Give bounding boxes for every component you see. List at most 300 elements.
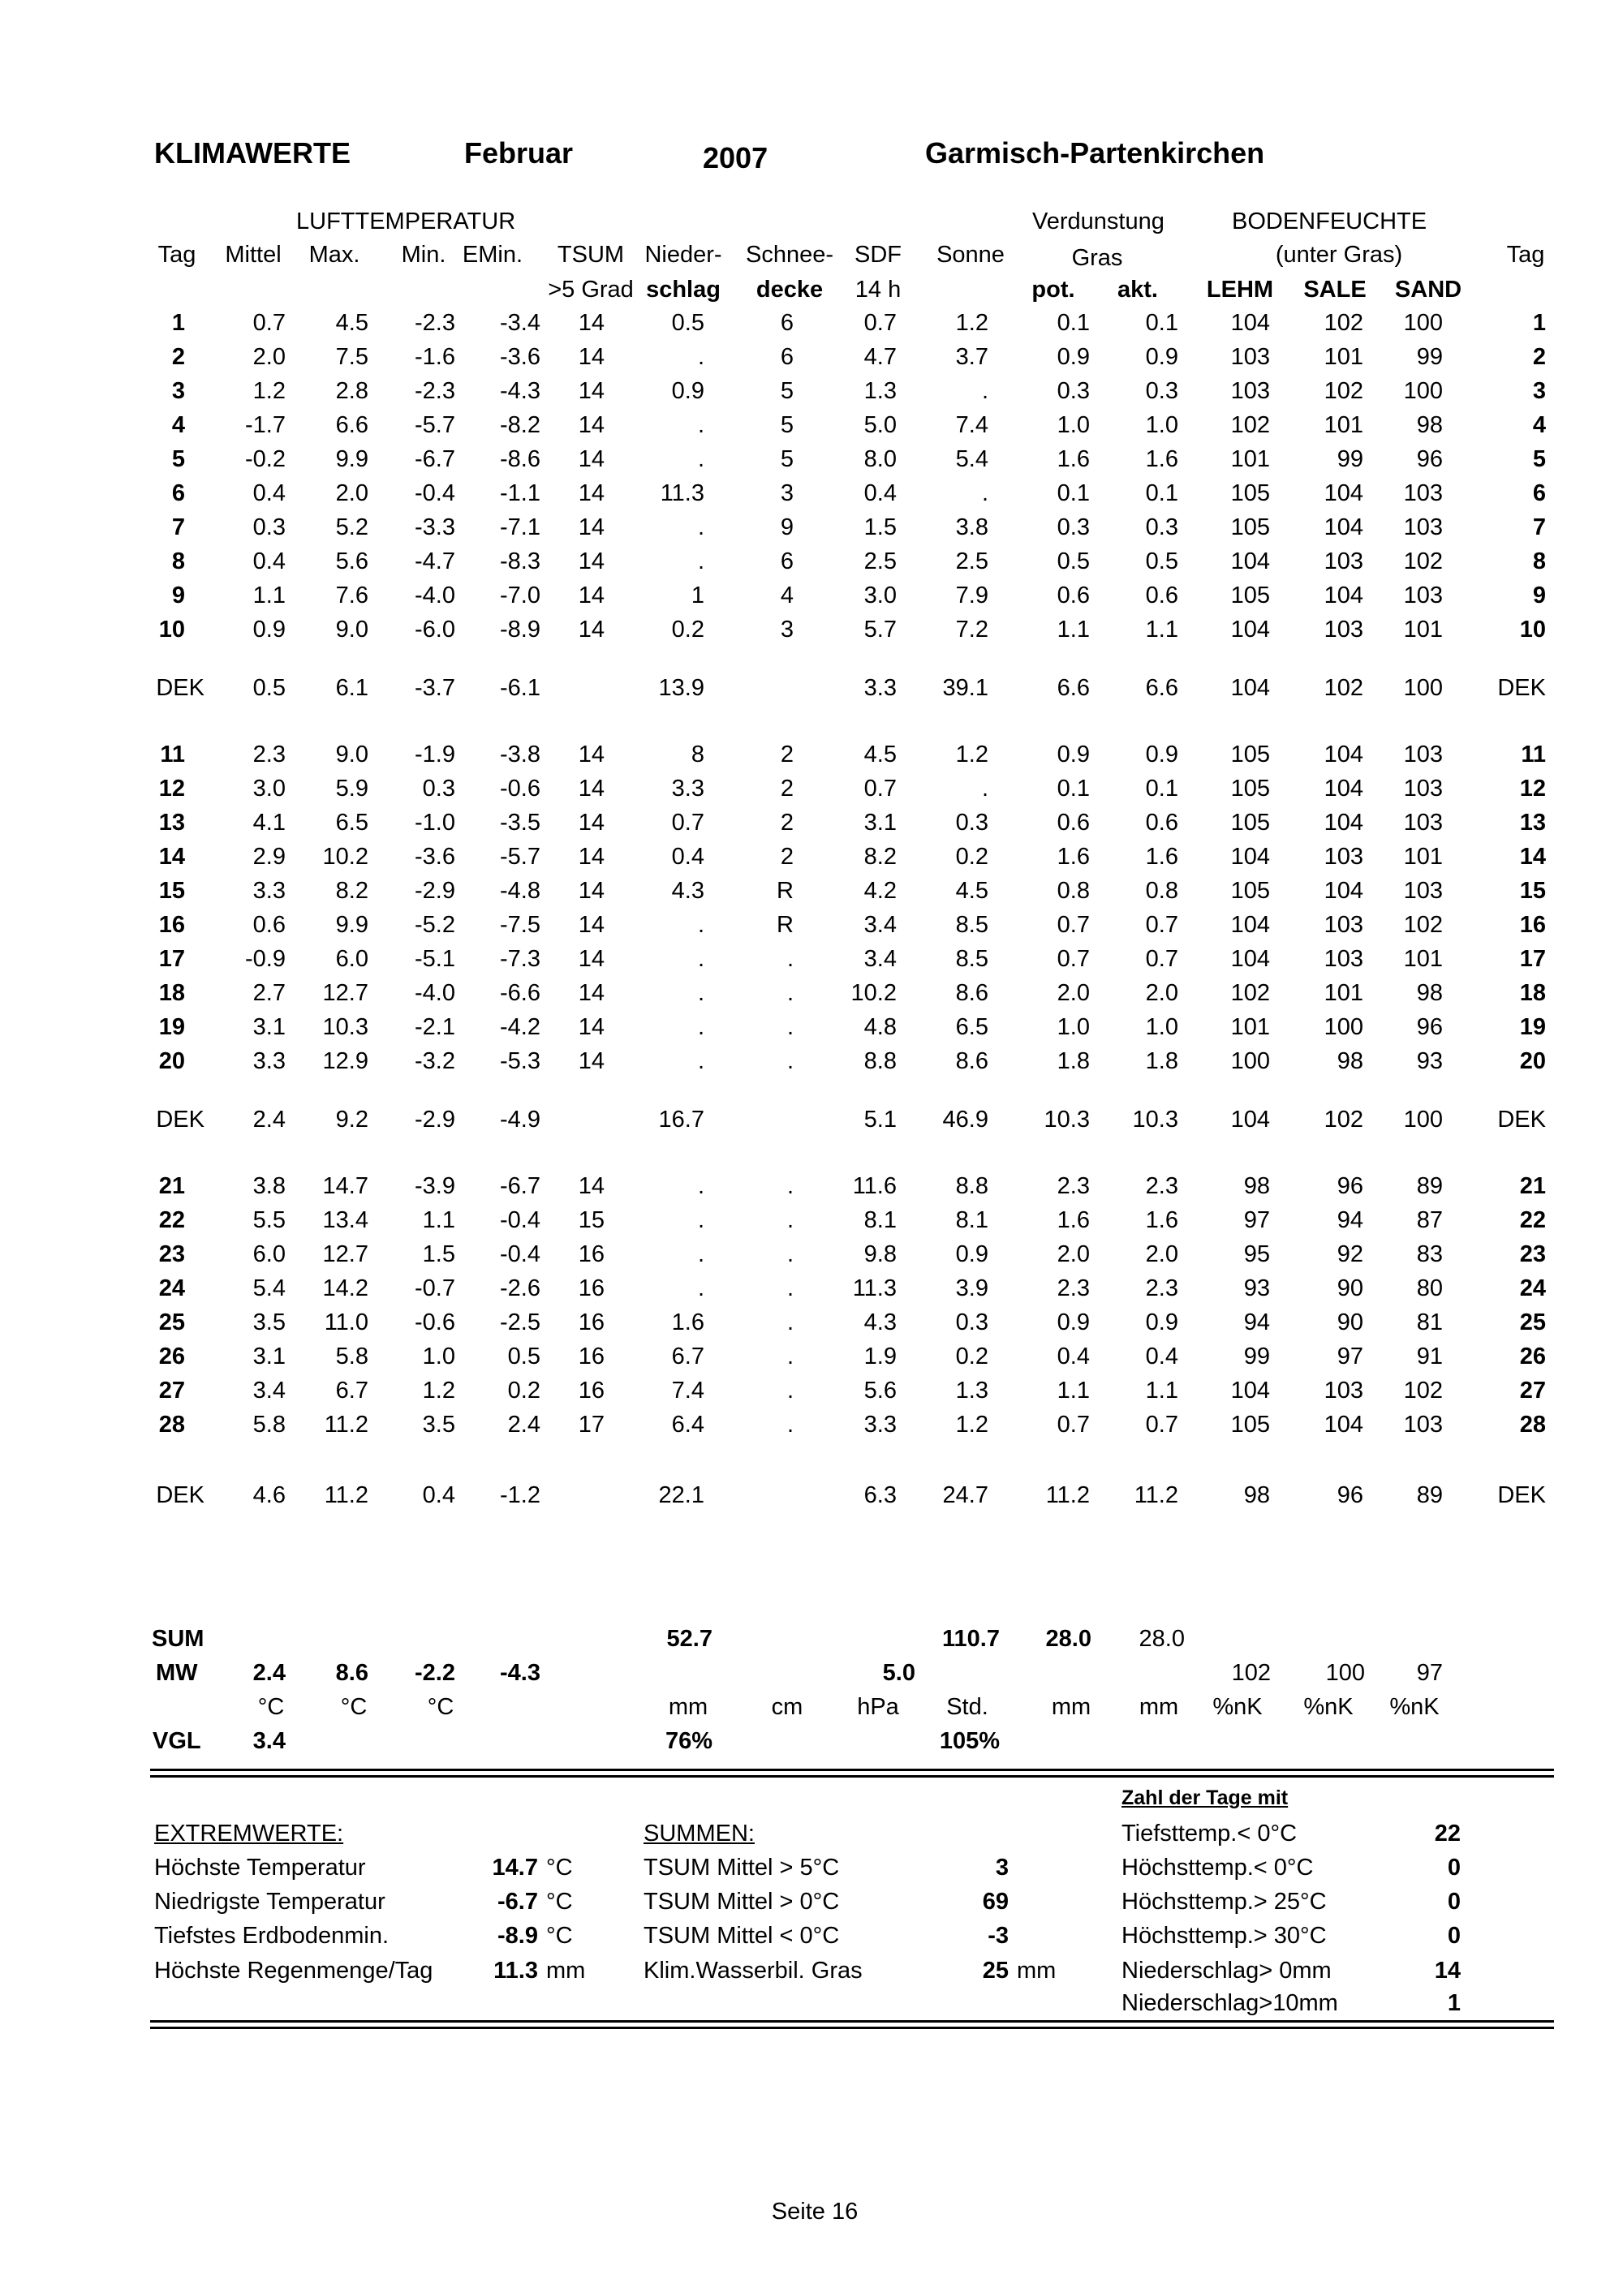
cell-tsum: 16 — [578, 1309, 605, 1335]
cell-sdf: 3.3 — [863, 675, 897, 701]
cell-verdunstung-akt: 1.6 — [1145, 1207, 1178, 1233]
cell-verdunstung-akt: 0.7 — [1145, 1412, 1178, 1438]
cell-sand: 102 — [1403, 912, 1443, 938]
cell-sdf: 5.1 — [863, 1107, 897, 1133]
extreme-value: 11.3 — [493, 1958, 538, 1984]
cell-tag-right: 24 — [1519, 1275, 1546, 1301]
cell-tag-right: 28 — [1519, 1412, 1546, 1438]
cell-sdf: 0.4 — [863, 480, 897, 506]
cell-lehm: 105 — [1230, 810, 1270, 836]
cell-sale: 103 — [1324, 548, 1363, 574]
cell-schneedecke: R — [777, 912, 794, 938]
header-gras: Gras — [1071, 245, 1123, 271]
cell-emin: -0.4 — [500, 1207, 540, 1233]
day-count-value: 14 — [1434, 1958, 1461, 1984]
cell-sdf: 1.9 — [863, 1344, 897, 1369]
cell-schneedecke: 2 — [780, 776, 794, 802]
cell-verdunstung-pot: 1.0 — [1057, 412, 1090, 438]
cell-verdunstung-akt: 10.3 — [1132, 1107, 1178, 1133]
day-count-label: Höchsttemp.< 0°C — [1121, 1855, 1314, 1881]
cell-emin: -4.3 — [500, 378, 540, 404]
cell-emin: -7.3 — [500, 946, 540, 972]
header-tsum-sub: >5 Grad — [548, 277, 634, 303]
sums-heading: SUMMEN: — [644, 1821, 755, 1847]
cell-verdunstung-pot: 0.5 — [1057, 548, 1090, 574]
cell-sand: 103 — [1403, 514, 1443, 540]
cell-sand: 103 — [1403, 583, 1443, 608]
cell-min: -6.0 — [415, 617, 455, 643]
cell-sdf: 4.2 — [863, 878, 897, 904]
cell-mittel: 2.7 — [252, 980, 286, 1006]
mw-max: 8.6 — [335, 1660, 368, 1686]
cell-min: -1.9 — [415, 742, 455, 767]
cell-sand: 101 — [1403, 844, 1443, 870]
sum-label: TSUM Mittel < 0°C — [644, 1923, 840, 1949]
cell-tag: 14 — [158, 844, 185, 870]
cell-min: -0.4 — [415, 480, 455, 506]
cell-mittel: 2.9 — [252, 844, 286, 870]
cell-sale: 96 — [1337, 1173, 1363, 1199]
cell-lehm: 99 — [1243, 1344, 1270, 1369]
cell-tag: 8 — [171, 548, 185, 574]
cell-verdunstung-akt: 1.1 — [1145, 1378, 1178, 1404]
cell-max: 10.2 — [322, 844, 368, 870]
cell-mittel: 0.4 — [252, 548, 286, 574]
vgl-mittel: 3.4 — [252, 1728, 286, 1754]
cell-sonne: 7.2 — [955, 617, 988, 643]
cell-lehm: 105 — [1230, 742, 1270, 767]
cell-verdunstung-akt: 2.3 — [1145, 1275, 1178, 1301]
cell-tag: 2 — [171, 344, 185, 370]
cell-verdunstung-pot: 1.8 — [1057, 1048, 1090, 1074]
cell-verdunstung-pot: 0.3 — [1057, 378, 1090, 404]
cell-sdf: 1.5 — [863, 514, 897, 540]
cell-schneedecke: 5 — [780, 412, 794, 438]
cell-tsum: 14 — [578, 1048, 605, 1074]
cell-verdunstung-akt: 1.6 — [1145, 844, 1178, 870]
cell-tag: 18 — [158, 980, 185, 1006]
vgl-label: VGL — [153, 1728, 201, 1754]
cell-sand: 102 — [1403, 548, 1443, 574]
header-tag-right: Tag — [1506, 242, 1545, 268]
cell-max: 9.0 — [335, 617, 368, 643]
cell-sand: 87 — [1416, 1207, 1443, 1233]
cell-sand: 103 — [1403, 480, 1443, 506]
cell-verdunstung-akt: 1.0 — [1145, 412, 1178, 438]
cell-verdunstung-pot: 2.0 — [1057, 1241, 1090, 1267]
cell-min: -3.7 — [415, 675, 455, 701]
cell-sonne: 2.5 — [955, 548, 988, 574]
cell-verdunstung-akt: 1.1 — [1145, 617, 1178, 643]
cell-sale: 100 — [1324, 1014, 1363, 1040]
cell-verdunstung-pot: 0.9 — [1057, 742, 1090, 767]
day-count-value: 1 — [1447, 1990, 1461, 2016]
cell-verdunstung-pot: 1.6 — [1057, 844, 1090, 870]
cell-verdunstung-pot: 0.9 — [1057, 344, 1090, 370]
month-label: Februar — [464, 136, 574, 170]
cell-emin: -7.1 — [500, 514, 540, 540]
mw-lehm: 102 — [1231, 1660, 1271, 1686]
cell-sand: 83 — [1416, 1241, 1443, 1267]
cell-sonne: 24.7 — [942, 1482, 988, 1508]
cell-tag-right: 9 — [1532, 583, 1546, 608]
cell-max: 8.2 — [335, 878, 368, 904]
cell-verdunstung-akt: 0.9 — [1145, 1309, 1178, 1335]
cell-min: -2.3 — [415, 310, 455, 336]
cell-verdunstung-akt: 0.1 — [1145, 310, 1178, 336]
cell-sale: 103 — [1324, 946, 1363, 972]
extremes-heading: EXTREMWERTE: — [154, 1821, 344, 1847]
cell-lehm: 105 — [1230, 583, 1270, 608]
station-name: Garmisch-Partenkirchen — [925, 136, 1265, 170]
cell-lehm: 104 — [1230, 617, 1270, 643]
cell-tag-right: 25 — [1519, 1309, 1546, 1335]
cell-tag: 12 — [158, 776, 185, 802]
cell-min: -0.7 — [415, 1275, 455, 1301]
cell-tag: DEK — [156, 675, 204, 701]
extreme-unit: °C — [546, 1923, 573, 1949]
cell-verdunstung-akt: 6.6 — [1145, 675, 1178, 701]
header-sonne: Sonne — [936, 242, 1005, 268]
day-count-label: Höchsttemp.> 30°C — [1121, 1923, 1327, 1949]
header-schneedecke: Schnee- — [745, 242, 834, 268]
cell-niederschlag: 3.3 — [671, 776, 704, 802]
cell-tag: 25 — [158, 1309, 185, 1335]
cell-sand: 103 — [1403, 810, 1443, 836]
cell-emin: 2.4 — [507, 1412, 540, 1438]
cell-sale: 103 — [1324, 844, 1363, 870]
sum-label: TSUM Mittel > 0°C — [644, 1889, 840, 1915]
cell-sonne: . — [981, 776, 988, 802]
cell-emin: -6.1 — [500, 675, 540, 701]
header-group-air-temperature: LUFTTEMPERATUR — [296, 209, 516, 234]
separator-bottom-line-1 — [150, 2020, 1554, 2023]
cell-mittel: 3.5 — [252, 1309, 286, 1335]
cell-tsum: 14 — [578, 946, 605, 972]
cell-verdunstung-akt: 0.7 — [1145, 946, 1178, 972]
cell-mittel: -0.2 — [245, 446, 286, 472]
cell-sale: 104 — [1324, 514, 1363, 540]
cell-tag-right: 7 — [1532, 514, 1546, 540]
cell-verdunstung-pot: 0.1 — [1057, 310, 1090, 336]
cell-max: 5.8 — [335, 1344, 368, 1369]
vgl-niederschlag: 76% — [665, 1728, 712, 1754]
cell-schneedecke: . — [786, 1014, 794, 1040]
header-lehm: LEHM — [1206, 277, 1274, 303]
cell-sand: 101 — [1403, 946, 1443, 972]
cell-lehm: 102 — [1230, 980, 1270, 1006]
cell-mittel: 0.7 — [252, 310, 286, 336]
cell-tsum: 14 — [578, 446, 605, 472]
cell-niederschlag: . — [697, 344, 704, 370]
cell-sale: 101 — [1324, 980, 1363, 1006]
header-mittel: Mittel — [225, 242, 282, 268]
cell-niederschlag: 0.5 — [671, 310, 704, 336]
cell-tag: 16 — [158, 912, 185, 938]
cell-schneedecke: . — [786, 1241, 794, 1267]
cell-tag: 4 — [171, 412, 185, 438]
cell-niederschlag: . — [697, 446, 704, 472]
cell-max: 9.2 — [335, 1107, 368, 1133]
cell-sonne: 0.9 — [955, 1241, 988, 1267]
cell-min: -4.0 — [415, 583, 455, 608]
cell-tag: 28 — [158, 1412, 185, 1438]
cell-lehm: 103 — [1230, 344, 1270, 370]
cell-lehm: 98 — [1243, 1482, 1270, 1508]
cell-lehm: 101 — [1230, 1014, 1270, 1040]
cell-niederschlag: . — [697, 1173, 704, 1199]
cell-verdunstung-pot: 1.6 — [1057, 1207, 1090, 1233]
year-label: 2007 — [703, 141, 768, 174]
cell-tag: 10 — [158, 617, 185, 643]
cell-tag-right: 11 — [1521, 742, 1546, 767]
cell-sonne: 8.6 — [955, 1048, 988, 1074]
cell-niederschlag: . — [697, 912, 704, 938]
header-sdf-sub: 14 h — [855, 277, 902, 303]
cell-min: 3.5 — [422, 1412, 455, 1438]
cell-max: 5.6 — [335, 548, 368, 574]
cell-emin: -7.5 — [500, 912, 540, 938]
cell-tsum: 16 — [578, 1275, 605, 1301]
cell-mittel: 2.3 — [252, 742, 286, 767]
cell-sand: 103 — [1403, 776, 1443, 802]
cell-max: 2.0 — [335, 480, 368, 506]
header-tag: Tag — [157, 242, 196, 268]
cell-niederschlag: 13.9 — [658, 675, 704, 701]
header-emin: EMin. — [462, 242, 523, 268]
cell-lehm: 100 — [1230, 1048, 1270, 1074]
cell-sdf: 8.2 — [863, 844, 897, 870]
cell-sale: 96 — [1337, 1482, 1363, 1508]
header-sale: SALE — [1303, 277, 1367, 303]
cell-verdunstung-pot: 0.6 — [1057, 583, 1090, 608]
header-group-evaporation: Verdunstung — [1032, 209, 1165, 234]
unit-lehm: %nK — [1212, 1694, 1263, 1720]
cell-tag: 22 — [158, 1207, 185, 1233]
cell-sale: 102 — [1324, 378, 1363, 404]
sum-niederschlag: 52.7 — [666, 1626, 712, 1652]
cell-sonne: 5.4 — [955, 446, 988, 472]
cell-tag: 19 — [158, 1014, 185, 1040]
cell-sonne: 8.1 — [955, 1207, 988, 1233]
cell-tsum: 14 — [578, 742, 605, 767]
cell-tsum: 14 — [578, 583, 605, 608]
cell-lehm: 102 — [1230, 412, 1270, 438]
cell-sonne: 0.3 — [955, 1309, 988, 1335]
cell-sdf: 8.8 — [863, 1048, 897, 1074]
cell-tag: 7 — [171, 514, 185, 540]
cell-verdunstung-akt: 0.9 — [1145, 742, 1178, 767]
cell-niederschlag: 4.3 — [671, 878, 704, 904]
cell-max: 9.9 — [335, 912, 368, 938]
cell-sonne: 3.8 — [955, 514, 988, 540]
cell-schneedecke: . — [786, 980, 794, 1006]
cell-min: -3.2 — [415, 1048, 455, 1074]
cell-tag-right: 12 — [1519, 776, 1546, 802]
extreme-unit: mm — [546, 1958, 586, 1984]
cell-verdunstung-pot: 0.4 — [1057, 1344, 1090, 1369]
cell-max: 12.9 — [322, 1048, 368, 1074]
cell-mittel: 3.0 — [252, 776, 286, 802]
sum-verdunstung-pot: 28.0 — [1045, 1626, 1091, 1652]
cell-min: -5.1 — [415, 946, 455, 972]
cell-schneedecke: . — [786, 946, 794, 972]
cell-max: 6.6 — [335, 412, 368, 438]
cell-niederschlag: . — [697, 1207, 704, 1233]
header-unter-gras: (unter Gras) — [1275, 242, 1403, 268]
cell-lehm: 103 — [1230, 378, 1270, 404]
cell-tag: 17 — [158, 946, 185, 972]
unit-sonne: Std. — [946, 1694, 988, 1720]
cell-sale: 102 — [1324, 675, 1363, 701]
cell-schneedecke: . — [786, 1378, 794, 1404]
cell-mittel: 0.9 — [252, 617, 286, 643]
mw-sale: 100 — [1325, 1660, 1365, 1686]
cell-sonne: 8.8 — [955, 1173, 988, 1199]
cell-sdf: 3.4 — [863, 912, 897, 938]
cell-sand: 81 — [1416, 1309, 1443, 1335]
cell-min: -5.2 — [415, 912, 455, 938]
cell-sdf: 8.0 — [863, 446, 897, 472]
cell-tsum: 15 — [578, 1207, 605, 1233]
cell-tsum: 14 — [578, 912, 605, 938]
cell-emin: -0.4 — [500, 1241, 540, 1267]
cell-schneedecke: 4 — [780, 583, 794, 608]
cell-sdf: 1.3 — [863, 378, 897, 404]
cell-verdunstung-akt: 2.0 — [1145, 980, 1178, 1006]
cell-lehm: 104 — [1230, 548, 1270, 574]
cell-sale: 92 — [1337, 1241, 1363, 1267]
cell-sand: 100 — [1403, 310, 1443, 336]
cell-verdunstung-akt: 1.0 — [1145, 1014, 1178, 1040]
cell-lehm: 98 — [1243, 1173, 1270, 1199]
unit-min: °C — [427, 1694, 454, 1720]
cell-min: -3.9 — [415, 1173, 455, 1199]
header-sand: SAND — [1394, 277, 1462, 303]
cell-mittel: 4.1 — [252, 810, 286, 836]
cell-max: 10.3 — [322, 1014, 368, 1040]
cell-mittel: 2.4 — [252, 1107, 286, 1133]
cell-sdf: 11.6 — [852, 1173, 897, 1199]
cell-schneedecke: 6 — [780, 548, 794, 574]
sum-value: 25 — [982, 1958, 1009, 1984]
cell-verdunstung-akt: 0.4 — [1145, 1344, 1178, 1369]
cell-tag-right: 20 — [1519, 1048, 1546, 1074]
cell-max: 11.2 — [324, 1482, 368, 1508]
cell-emin: -8.3 — [500, 548, 540, 574]
cell-lehm: 104 — [1230, 310, 1270, 336]
cell-sale: 104 — [1324, 810, 1363, 836]
cell-verdunstung-akt: 11.2 — [1134, 1482, 1178, 1508]
cell-sdf: 4.3 — [863, 1309, 897, 1335]
cell-emin: -4.9 — [500, 1107, 540, 1133]
cell-mittel: 3.3 — [252, 878, 286, 904]
cell-niederschlag: 22.1 — [658, 1482, 704, 1508]
cell-emin: -5.7 — [500, 844, 540, 870]
cell-sdf: 3.4 — [863, 946, 897, 972]
cell-emin: -3.4 — [500, 310, 540, 336]
cell-tag: 23 — [158, 1241, 185, 1267]
cell-tsum: 14 — [578, 310, 605, 336]
cell-tsum: 14 — [578, 514, 605, 540]
unit-mittel: °C — [257, 1694, 285, 1720]
cell-sonne: 4.5 — [955, 878, 988, 904]
cell-sonne: 7.9 — [955, 583, 988, 608]
cell-lehm: 105 — [1230, 480, 1270, 506]
cell-sonne: 3.9 — [955, 1275, 988, 1301]
cell-sonne: 8.6 — [955, 980, 988, 1006]
mw-label: MW — [156, 1660, 198, 1686]
cell-emin: -1.2 — [500, 1482, 540, 1508]
cell-emin: 0.5 — [507, 1344, 540, 1369]
sum-label: Klim.Wasserbil. Gras — [644, 1958, 863, 1984]
cell-sale: 103 — [1324, 912, 1363, 938]
cell-tsum: 14 — [578, 844, 605, 870]
cell-sale: 101 — [1324, 412, 1363, 438]
cell-sand: 103 — [1403, 742, 1443, 767]
cell-tag-right: 22 — [1519, 1207, 1546, 1233]
header-schneedecke-sub: decke — [756, 277, 824, 303]
cell-verdunstung-akt: 0.6 — [1145, 583, 1178, 608]
vgl-sonne: 105% — [939, 1728, 1000, 1754]
cell-min: -2.3 — [415, 378, 455, 404]
cell-sonne: . — [981, 480, 988, 506]
cell-max: 14.7 — [322, 1173, 368, 1199]
cell-sale: 99 — [1337, 446, 1363, 472]
cell-mittel: 1.2 — [252, 378, 286, 404]
cell-tag-right: 15 — [1519, 878, 1546, 904]
extreme-label: Höchste Regenmenge/Tag — [154, 1958, 433, 1984]
header-sdf: SDF — [855, 242, 902, 268]
cell-verdunstung-akt: 0.8 — [1145, 878, 1178, 904]
cell-niederschlag: . — [697, 514, 704, 540]
cell-lehm: 95 — [1243, 1241, 1270, 1267]
cell-verdunstung-akt: 0.1 — [1145, 776, 1178, 802]
cell-sdf: 4.7 — [863, 344, 897, 370]
cell-verdunstung-akt: 0.6 — [1145, 810, 1178, 836]
cell-min: 0.3 — [422, 776, 455, 802]
cell-sale: 103 — [1324, 1378, 1363, 1404]
cell-lehm: 104 — [1230, 675, 1270, 701]
cell-tsum: 14 — [578, 1014, 605, 1040]
cell-sand: 96 — [1416, 1014, 1443, 1040]
extreme-label: Tiefstes Erdbodenmin. — [154, 1923, 390, 1949]
cell-sdf: 3.3 — [863, 1412, 897, 1438]
cell-mittel: 5.8 — [252, 1412, 286, 1438]
cell-tag-right: 5 — [1532, 446, 1546, 472]
unit-schneedecke: cm — [771, 1694, 803, 1720]
cell-mittel: 3.1 — [252, 1344, 286, 1369]
cell-tag-right: 26 — [1519, 1344, 1546, 1369]
cell-verdunstung-akt: 2.3 — [1145, 1173, 1178, 1199]
day-count-value: 0 — [1447, 1889, 1461, 1915]
cell-sdf: 0.7 — [863, 776, 897, 802]
cell-emin: -3.6 — [500, 344, 540, 370]
cell-sale: 94 — [1337, 1207, 1363, 1233]
day-count-label: Niederschlag>10mm — [1121, 1990, 1338, 2016]
cell-verdunstung-akt: 0.9 — [1145, 344, 1178, 370]
cell-tsum: 14 — [578, 548, 605, 574]
cell-sale: 98 — [1337, 1048, 1363, 1074]
cell-tsum: 14 — [578, 878, 605, 904]
day-count-label: Höchsttemp.> 25°C — [1121, 1889, 1327, 1915]
cell-sonne: 1.3 — [955, 1378, 988, 1404]
cell-tag-right: 18 — [1519, 980, 1546, 1006]
cell-max: 6.5 — [335, 810, 368, 836]
cell-min: 1.1 — [422, 1207, 455, 1233]
cell-sand: 103 — [1403, 1412, 1443, 1438]
cell-lehm: 101 — [1230, 446, 1270, 472]
